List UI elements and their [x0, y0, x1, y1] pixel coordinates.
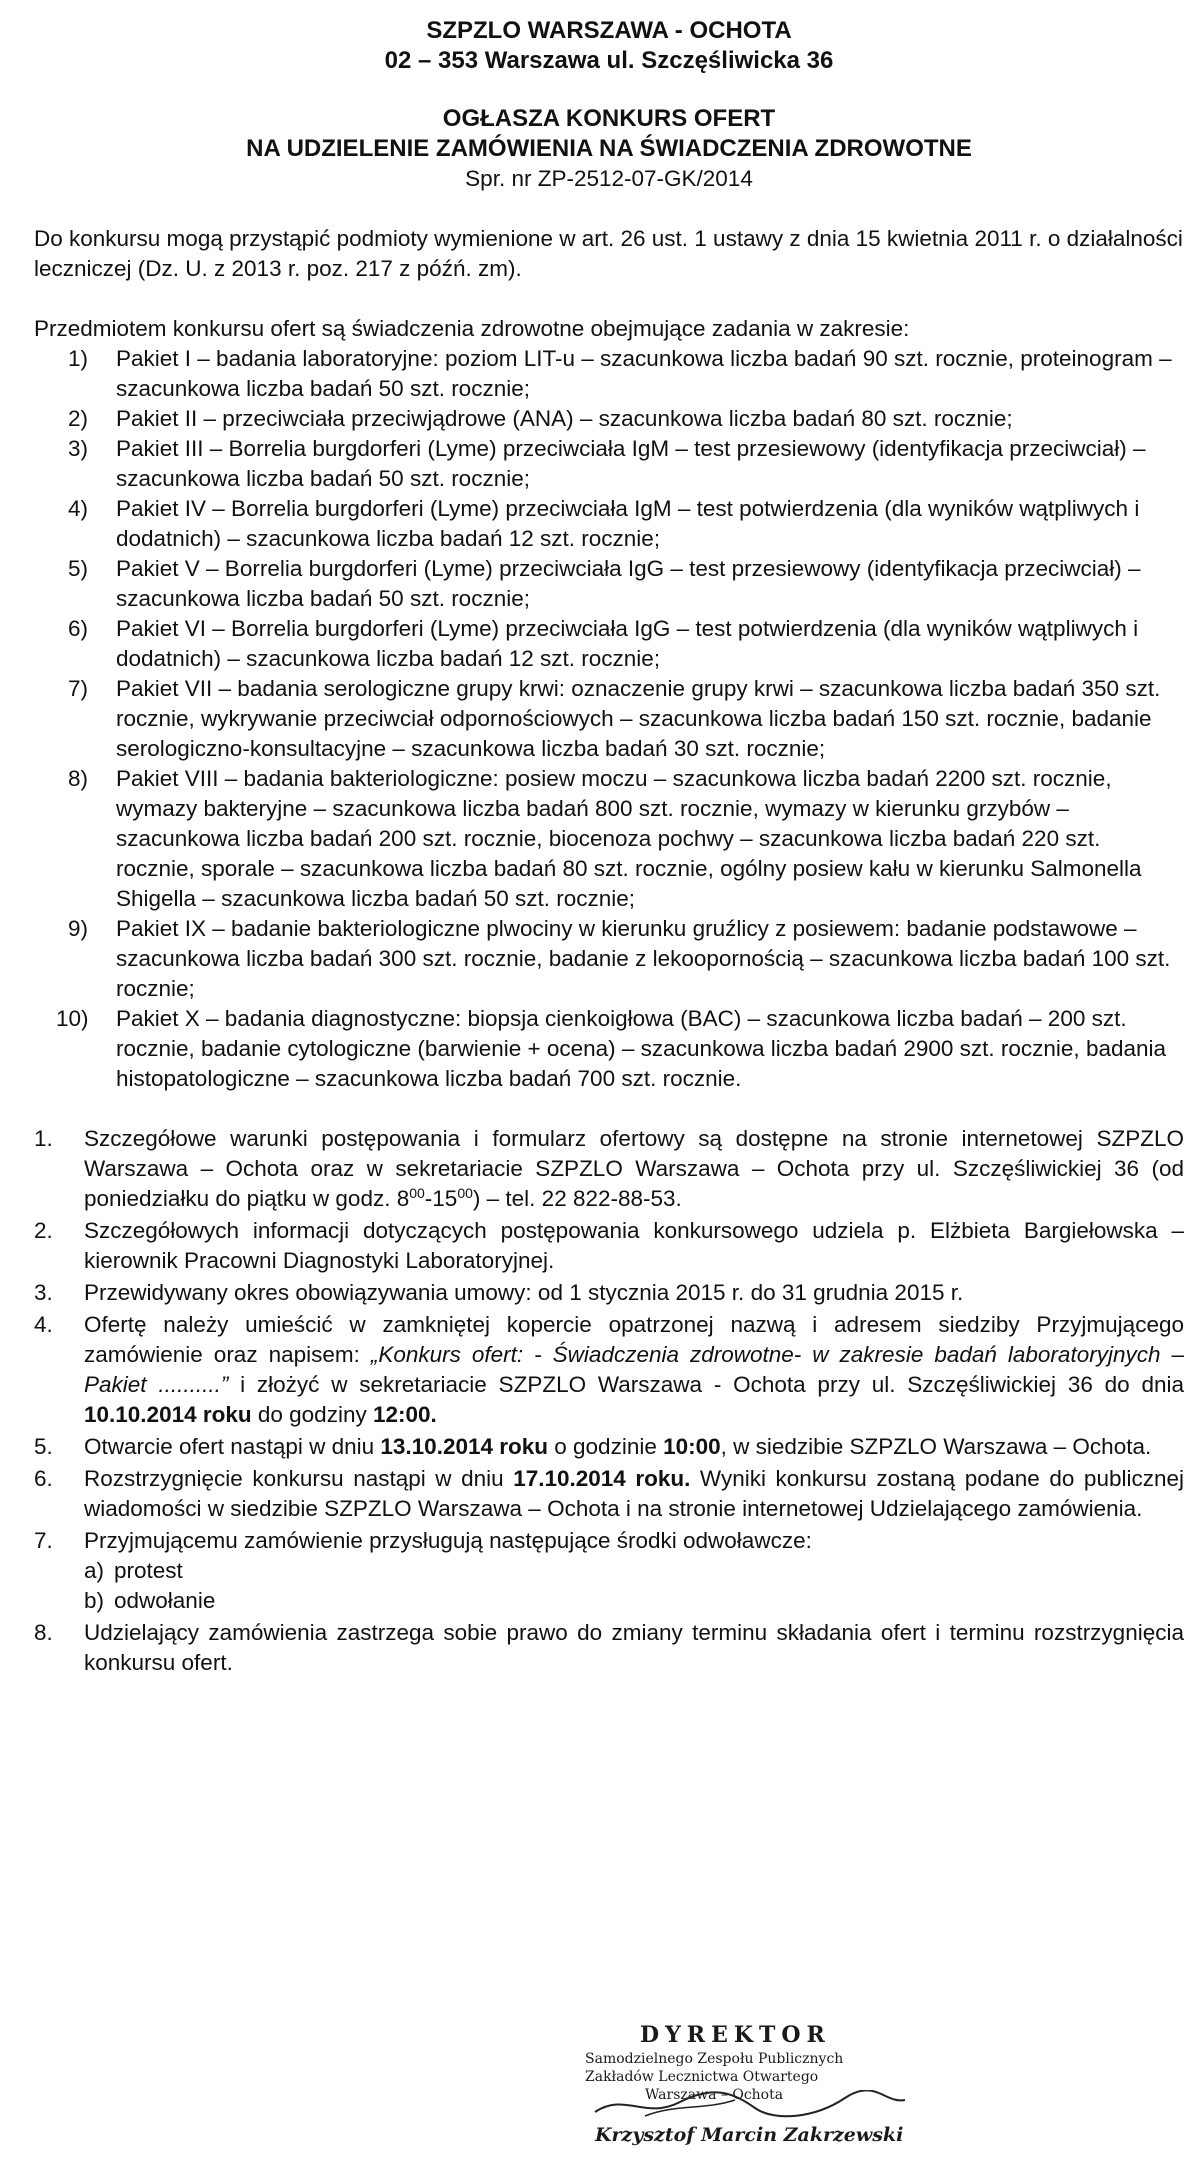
package-text: Pakiet V – Borrelia burgdorferi (Lyme) przeciwciała IgG – test przesiewowy (identyfikacja przeciwciał) – szacunkowa liczba badań 50 szt. rocznie;: [116, 556, 1141, 611]
intro-paragraph: Do konkursu mogą przystąpić podmioty wymienione w art. 26 ust. 1 ustawy z dnia 15 kwietnia 2011 r. o działalności leczniczej (Dz. U. z 2013 r. poz. 217 z późń. zm).: [34, 226, 1183, 281]
term-superscript: 00: [457, 1185, 473, 1201]
term-text: , w siedzibie SZPZLO Warszawa – Ochota.: [720, 1434, 1152, 1459]
term-number: 1.: [34, 1126, 53, 1151]
package-item: [34, 554, 1184, 614]
package-number: 1): [68, 346, 89, 371]
package-list: [34, 344, 1184, 1094]
term-deadline-time: 12:00.: [372, 1402, 437, 1427]
package-text: Pakiet IX – badanie bakteriologiczne plwociny w kierunku gruźlicy z posiewem: badanie podstawowe – szacunkowa liczba badań 300 szt. rocznie, badanie z lekoopornością – szacunkowa liczba badań 100 szt. rocznie;: [116, 916, 1171, 1001]
appeal-measure-text: odwołanie: [114, 1588, 216, 1613]
subject-intro: Przedmiotem konkursu ofert są świadczenia zdrowotne obejmujące zadania w zakresie:: [34, 316, 910, 341]
term-text: o godzinie: [548, 1434, 664, 1459]
term-number: 5.: [34, 1434, 53, 1459]
announcement-title-1: OGŁASZA KONKURS OFERT: [442, 105, 776, 132]
term-number: 2.: [34, 1218, 53, 1243]
package-text: Pakiet I – badania laboratoryjne: poziom LIT-u – szacunkowa liczba badań 90 szt. rocznie, proteinogram – szacunkowa liczba badań 50 szt. rocznie;: [116, 346, 1172, 401]
appeal-measure-text: protest: [114, 1558, 183, 1583]
term-text: Szczegółowych informacji dotyczących postępowania konkursowego udziela p. Elżbieta Bargiełowska – kierownik Pracowni Diagnostyki Laboratoryjnej.: [84, 1218, 1184, 1273]
term-text: Przyjmującemu zamówienie przysługują następujące środki odwoławcze:: [84, 1528, 812, 1553]
term-resolution-date: 17.10.2014 roku.: [513, 1466, 691, 1491]
package-item: [34, 434, 1184, 494]
term-superscript: 00: [409, 1185, 425, 1201]
package-number: 6): [68, 616, 89, 641]
term-item: [34, 1216, 1184, 1276]
package-text: Pakiet VII – badania serologiczne grupy krwi: oznaczenie grupy krwi – szacunkowa liczba badań 350 szt. rocznie, wykrywanie przeciwciał odpornościowych – szacunkowa liczba badań 150 szt. rocznie, badanie serologiczno-konsultacyjne – szacunkowa liczba badań 30 szt. rocznie;: [116, 676, 1161, 761]
org-name: SZPZLO WARSZAWA - OCHOTA: [426, 17, 792, 44]
term-deadline-date: 10.10.2014 roku: [84, 1402, 252, 1427]
term-text: Rozstrzygnięcie konkursu nastąpi w dniu: [84, 1466, 514, 1491]
term-text: Szczegółowe warunki postępowania i formularz ofertowy są dostępne na stronie internetowej SZPZLO Warszawa – Ochota oraz w sekretariacie SZPZLO Warszawa – Ochota przy ul. Szczęśliwickiej 36 (od poniedziałku do piątku w godz. 8: [84, 1126, 1184, 1211]
term-number: 7.: [34, 1528, 53, 1553]
package-number: 9): [68, 916, 89, 941]
signature-scribble: [585, 2090, 915, 2120]
term-item: [34, 1278, 1184, 1308]
term-text: Otwarcie ofert nastąpi w dniu: [84, 1434, 381, 1459]
package-number: 2): [68, 406, 89, 431]
package-text: Pakiet X – badania diagnostyczne: biopsja cienkoigłowa (BAC) – szacunkowa liczba badań – 200 szt. rocznie, badanie cytologiczne (barwienie + ocena) – szacunkowa liczba badań 2900 szt. rocznie, badania histopatologiczne – szacunkowa liczba badań 700 szt. rocznie.: [116, 1006, 1167, 1091]
package-item: [34, 344, 1184, 404]
package-item: [34, 494, 1184, 554]
org-address: 02 – 353 Warszawa ul. Szczęśliwicka 36: [384, 47, 834, 74]
appeal-measure-letter: b): [84, 1588, 105, 1613]
term-number: 8.: [34, 1620, 53, 1645]
term-opening-time: 10:00: [663, 1434, 721, 1459]
document-page: [34, 16, 1184, 1680]
term-text: -15: [424, 1186, 458, 1211]
package-number: 10): [56, 1006, 89, 1031]
package-number: 5): [68, 556, 89, 581]
stamp-line-2: Zakładów Lecznictwa Otwartego: [585, 2069, 819, 2085]
term-number: 4.: [34, 1312, 53, 1337]
package-item: [34, 614, 1184, 674]
package-number: 3): [68, 436, 89, 461]
package-text: Pakiet VIII – badania bakteriologiczne: posiew moczu – szacunkowa liczba badań 2200 szt. rocznie, wymazy bakteryjne – szacunkowa liczba badań 800 szt. rocznie, wymazy w kierunku grzybów – szacunkowa liczba badań 200 szt. rocznie, biocenoza pochwy – szacunkowa liczba badań 220 szt. rocznie, sporale – szacunkowa liczba badań 80 szt. rocznie, ogólny posiew kału w kierunku Salmonella Shigella – szacunkowa liczba badań 50 szt. rocznie;: [116, 766, 1142, 911]
term-text: Udzielający zamówienia zastrzega sobie prawo do zmiany terminu składania ofert i terminu rozstrzygnięcia konkursu ofert.: [84, 1620, 1184, 1675]
package-text: Pakiet II – przeciwciała przeciwjądrowe (ANA) – szacunkowa liczba badań 80 szt. rocznie;: [116, 406, 1013, 431]
term-italic-text: „Konkurs ofert: - Świadczenia zdrowotne- w zakresie badań laboratoryjnych – Pakiet ..........”: [84, 1342, 1184, 1397]
term-text: i złożyć w sekretariacie SZPZLO Warszawa - Ochota przy ul. Szczęśliwickiej 36 do dnia: [228, 1372, 1184, 1397]
stamp-line-1: Samodzielnego Zespołu Publicznych: [585, 2051, 844, 2067]
term-text: do godziny: [251, 1402, 373, 1427]
appeal-measures-list: [34, 1556, 1184, 1616]
appeal-measure-letter: a): [84, 1558, 105, 1583]
package-text: Pakiet IV – Borrelia burgdorferi (Lyme) przeciwciała IgM – test potwierdzenia (dla wyników wątpliwych i dodatnich) – szacunkowa liczba badań 12 szt. rocznie;: [116, 496, 1140, 551]
director-stamp: [585, 2020, 915, 2155]
term-opening-date: 13.10.2014 roku: [380, 1434, 549, 1459]
package-item: [34, 404, 1184, 434]
package-number: 4): [68, 496, 89, 521]
term-text: ) – tel. 22 822-88-53.: [472, 1186, 682, 1211]
package-text: Pakiet VI – Borrelia burgdorferi (Lyme) przeciwciała IgG – test potwierdzenia (dla wyników wątpliwych i dodatnich) – szacunkowa liczba badań 12 szt. rocznie;: [116, 616, 1139, 671]
term-item: [34, 1310, 1184, 1430]
package-item: [34, 914, 1184, 1004]
term-text: Przewidywany okres obowiązywania umowy: od 1 stycznia 2015 r. do 31 grudnia 2015 r.: [84, 1280, 964, 1305]
appeal-measure-item: [34, 1586, 1184, 1616]
terms-list: [34, 1124, 1184, 1678]
term-item: [34, 1432, 1184, 1462]
package-text: Pakiet III – Borrelia burgdorferi (Lyme) przeciwciała IgM – test przesiewowy (identyfikacja przeciwciał) – szacunkowa liczba badań 50 szt. rocznie;: [116, 436, 1146, 491]
term-item: [34, 1526, 1184, 1616]
term-item: [34, 1618, 1184, 1678]
announcement-title-2: NA UDZIELENIE ZAMÓWIENIA NA ŚWIADCZENIA ZDROWOTNE: [246, 135, 972, 162]
director-name: Krzysztof Marcin Zakrzewski: [595, 2124, 904, 2146]
package-item: [34, 764, 1184, 914]
package-item: [34, 674, 1184, 764]
term-item: [34, 1124, 1184, 1214]
term-number: 3.: [34, 1280, 53, 1305]
package-number: 8): [68, 766, 89, 791]
term-text: Wyniki konkursu zostaną podane do publicznej wiadomości w siedzibie SZPZLO Warszawa – Ochota i na stronie internetowej Udzielającego zamówienia.: [84, 1466, 1184, 1521]
term-number: 6.: [34, 1466, 53, 1491]
stamp-title: DYREKTOR: [640, 2022, 831, 2048]
term-item: [34, 1464, 1184, 1524]
term-text: Ofertę należy umieścić w zamkniętej kopercie opatrzonej nazwą i adresem siedziby Przyjmującego zamówienie oraz napisem:: [84, 1312, 1184, 1367]
package-number: 7): [68, 676, 89, 701]
stamp-line-3: Warszawa – Ochota: [645, 2087, 784, 2103]
package-item: [34, 1004, 1184, 1094]
appeal-measure-item: [34, 1556, 1184, 1586]
reference-number: Spr. nr ZP-2512-07-GK/2014: [465, 166, 753, 191]
